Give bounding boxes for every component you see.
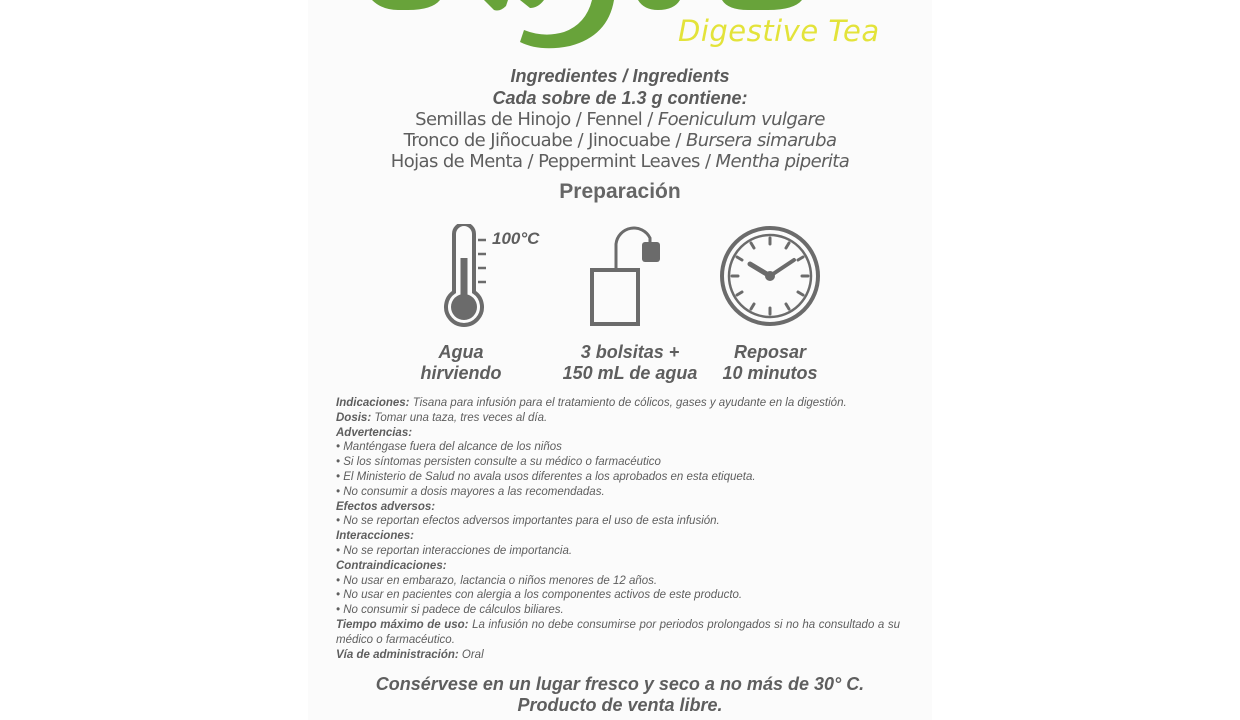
warnings-heading — [336, 426, 900, 441]
list-item: • No usar en embarazo, lactancia o niños menores de 12 años. — [336, 574, 658, 587]
thermometer-icon — [434, 224, 494, 330]
list-item: • No consumir a dosis mayores a las recomendadas. — [336, 485, 605, 498]
list-item: • No se reportan interacciones de importancia. — [336, 544, 573, 557]
field-value: Tomar una taza, tres veces al día. — [371, 411, 548, 424]
step-boiling-water — [371, 342, 551, 384]
interactions-heading — [336, 529, 900, 544]
list-item: • No se reportan efectos adversos importantes para el uso de esta infusión. — [336, 515, 720, 528]
step-label-line: 10 minutos — [722, 363, 818, 383]
sale-status: Producto de venta libre. — [517, 695, 723, 715]
field-label: Dosis: — [336, 411, 372, 424]
route-of-administration — [336, 648, 900, 663]
ingredient-common-name: Hojas de Menta / Peppermint Leaves / — [390, 151, 711, 172]
ingredient-common-name: Tronco de Jiñocuabe / Jinocuabe / — [403, 130, 681, 151]
adverse-effects-heading — [336, 500, 900, 515]
step-label-line: 150 mL de agua — [562, 363, 698, 383]
ingredient-common-name: Semillas de Hinojo / Fennel / — [415, 109, 653, 130]
step-label-line: Agua — [438, 342, 484, 362]
tea-bag-icon — [586, 222, 666, 330]
field-label: Contraindicaciones: — [336, 559, 447, 572]
product-label — [308, 0, 932, 720]
contraindications-heading — [336, 559, 900, 574]
sachet-contents: Cada sobre de 1.3 g contiene: — [492, 88, 748, 108]
ingredient-line — [308, 109, 932, 130]
temperature-label: 100°C — [492, 229, 540, 248]
ingredient-latin-name: Bursera simaruba — [686, 130, 837, 151]
field-value: Tisana para infusión para el tratamiento de cólicos, gases y ayudante en la digestión. — [409, 397, 847, 409]
clock-icon — [718, 224, 822, 328]
field-label: Vía de administración: — [336, 648, 459, 661]
dosage — [336, 411, 900, 426]
list-item: • No usar en pacientes con alergia a los componentes activos de este producto. — [336, 589, 743, 602]
ingredients-heading: Ingredientes / Ingredients — [510, 66, 730, 86]
step-label-line: 3 bolsitas + — [580, 342, 680, 362]
field-label: Indicaciones: — [336, 397, 410, 409]
storage-note: Consérvese en un lugar fresco y seco a no más de 30° C. — [375, 674, 865, 694]
list-item: • Si los síntomas persisten consulte a su médico o farmacéutico — [336, 456, 661, 469]
field-value: La infusión no debe consumirse por periodos prolongados si no ha consultado a su médico o farmacéutico. — [336, 618, 900, 646]
step-steep — [680, 342, 860, 384]
field-label: Interacciones: — [336, 530, 414, 543]
list-item: • El Ministerio de Salud no avala usos diferentes a los aprobados en esta etiqueta. — [336, 470, 756, 483]
indications — [336, 396, 900, 411]
label-details — [336, 396, 900, 662]
list-item: • Manténgase fuera del alcance de los niños — [336, 441, 562, 454]
ingredient-latin-name: Mentha piperita — [715, 151, 850, 172]
ingredient-line — [308, 130, 932, 151]
list-item: • No consumir si padece de cálculos biliares. — [336, 604, 564, 617]
ingredient-line — [308, 151, 932, 172]
field-label: Tiempo máximo de uso: — [336, 618, 469, 631]
max-use-time — [336, 618, 900, 648]
field-label: Efectos adversos: — [336, 500, 436, 513]
field-label: Advertencias: — [336, 426, 413, 439]
step-label-line: hirviendo — [420, 363, 502, 383]
preparation-title: Preparación — [559, 180, 681, 203]
field-value: Oral — [458, 648, 484, 661]
ingredient-latin-name: Foeniculum vulgare — [657, 109, 825, 130]
product-subtitle: Digestive Tea — [678, 14, 880, 48]
step-label-line: Reposar — [733, 342, 807, 362]
